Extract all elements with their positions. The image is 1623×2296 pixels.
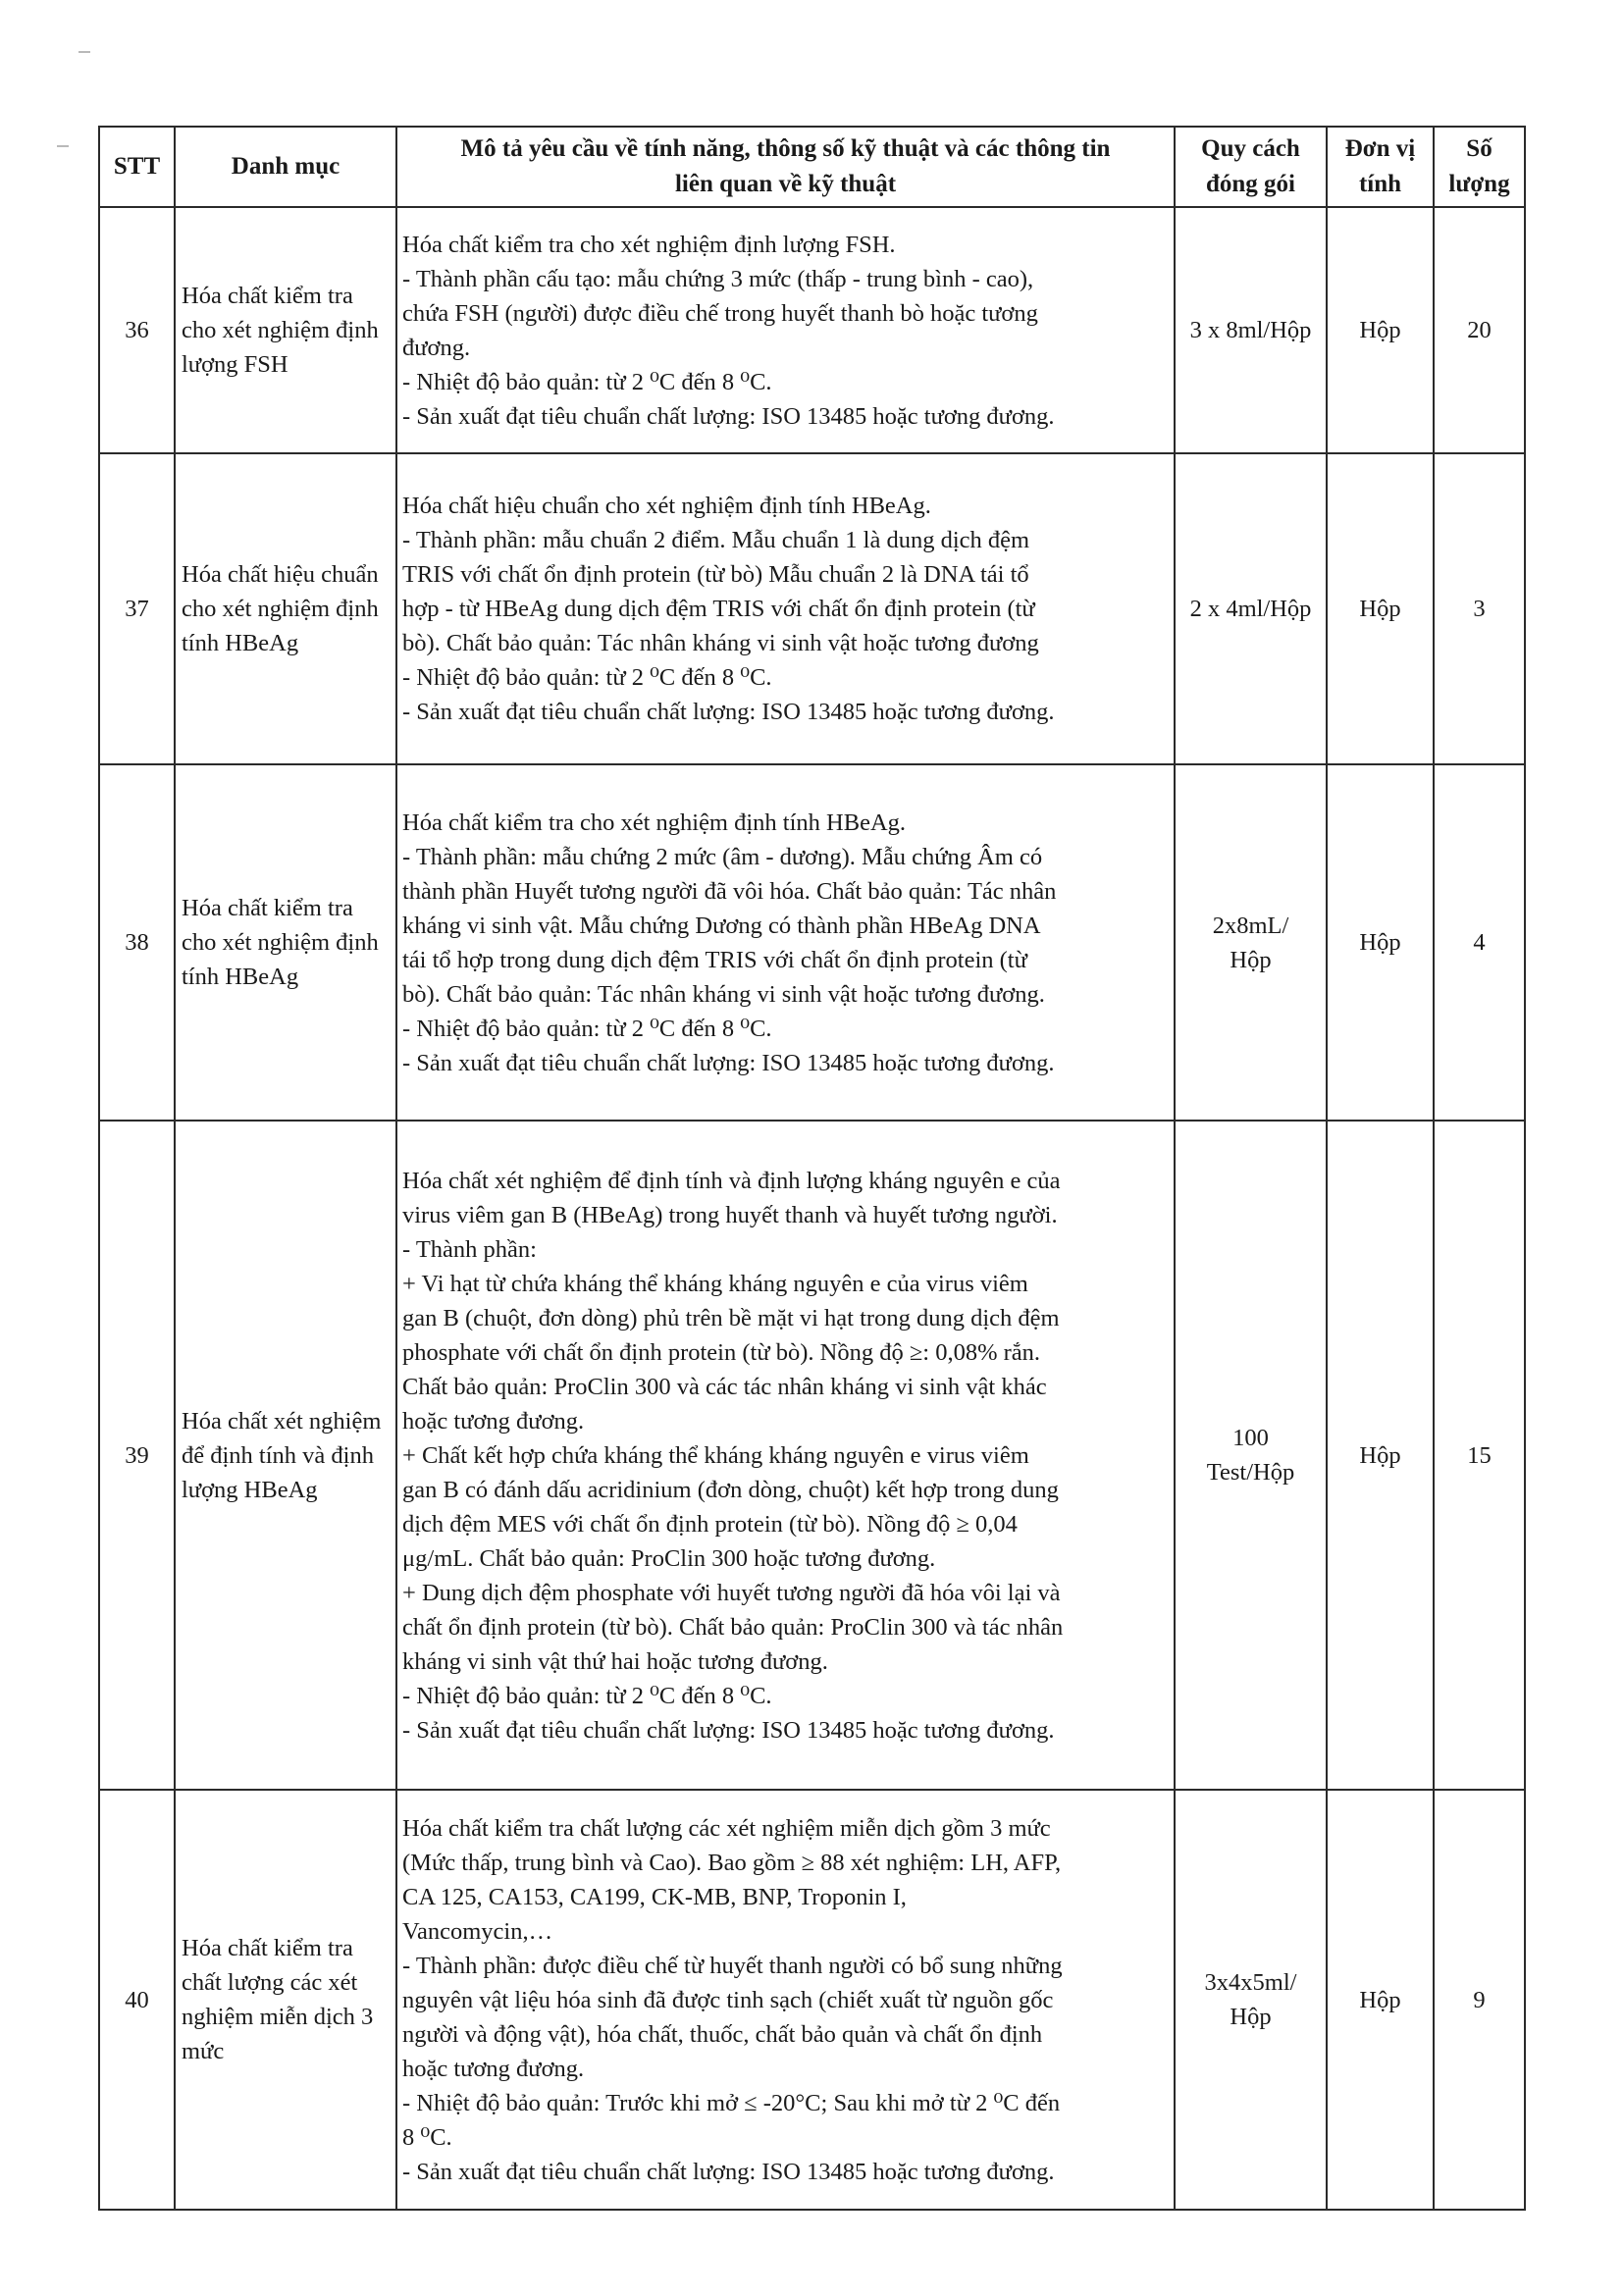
description-line: - Sản xuất đạt tiêu chuẩn chất lượng: ISO 13485 hoặc tương đương. (402, 402, 1055, 430)
table-row (99, 453, 1525, 764)
packaging-line: 3 x 8ml/Hộp (1189, 317, 1312, 343)
category-cell: Hóa chất hiệu chuẩn cho xét nghiệm định tính HBeAg (175, 453, 396, 764)
description-line: người và động vật), hóa chất, thuốc, chất bảo quản và chất ổn định (402, 2020, 1043, 2048)
quantity-cell: 9 (1434, 1790, 1525, 2210)
description-line: chất ổn định protein (từ bò). Chất bảo quản: ProClin 300 và tác nhân (402, 1613, 1064, 1641)
header-stt: STT (99, 127, 175, 207)
description-line: - Thành phần cấu tạo: mẫu chứng 3 mức (thấp - trung bình - cao), (402, 265, 1034, 292)
table-row (99, 764, 1525, 1121)
description-line: CA 125, CA153, CA199, CK-MB, BNP, Troponin I, (402, 1883, 907, 1910)
packaging-line: Hộp (1230, 946, 1272, 973)
description-cell (396, 1790, 1175, 2210)
description-cell (396, 207, 1175, 453)
specification-table (98, 126, 1526, 2211)
description-line: TRIS với chất ổn định protein (từ bò) Mẫu chuẩn 2 là DNA tái tổ (402, 561, 1029, 588)
description-line: Chất bảo quản: ProClin 300 và các tác nhân kháng vi sinh vật khác (402, 1373, 1047, 1400)
description-line: Hóa chất hiệu chuẩn cho xét nghiệm định tính HBeAg. (402, 493, 931, 519)
packaging-cell (1175, 207, 1327, 453)
packaging-line: Hộp (1230, 2004, 1272, 2030)
quantity-cell: 15 (1434, 1121, 1525, 1790)
unit-cell: Hộp (1327, 453, 1434, 764)
description-line: nguyên vật liệu hóa sinh đã được tinh sạch (chiết xuất từ nguồn gốc (402, 1986, 1054, 2013)
table-row (99, 1121, 1525, 1790)
description-line: - Nhiệt độ bảo quản: từ 2 ⁰C đến 8 ⁰C. (402, 664, 772, 691)
category-cell: Hóa chất xét nghiệm để định tính và định lượng HBeAg (175, 1121, 396, 1790)
packaging-cell (1175, 1790, 1327, 2210)
quantity-cell: 20 (1434, 207, 1525, 453)
description-cell (396, 764, 1175, 1121)
description-line: 8 ⁰C. (402, 2123, 452, 2151)
description-line: Hóa chất kiểm tra chất lượng các xét nghiệm miễn dịch gồm 3 mức (402, 1814, 1051, 1842)
unit-cell: Hộp (1327, 1790, 1434, 2210)
table-row (99, 1790, 1525, 2210)
packaging-line: 3x4x5ml/ (1204, 1969, 1297, 1996)
row-number: 38 (99, 764, 175, 1121)
quantity-cell: 4 (1434, 764, 1525, 1121)
packaging-line: 100 (1232, 1425, 1269, 1451)
table-row (99, 207, 1525, 453)
row-number: 37 (99, 453, 175, 764)
header-description: Mô tả yêu cầu về tính năng, thông số kỹ thuật và các thông tin liên quan về kỹ thuật (396, 127, 1175, 207)
packaging-line: 2 x 4ml/Hộp (1189, 596, 1312, 622)
description-line: thành phần Huyết tương người đã vôi hóa. Chất bảo quản: Tác nhân (402, 877, 1057, 905)
description-line: + Vi hạt từ chứa kháng thể kháng kháng nguyên e của virus viêm (402, 1270, 1028, 1297)
row-number: 40 (99, 1790, 175, 2210)
packaging-line: Test/Hộp (1206, 1459, 1295, 1486)
description-line: (Mức thấp, trung bình và Cao). Bao gồm ≥ 88 xét nghiệm: LH, AFP, (402, 1849, 1062, 1876)
packaging-cell (1175, 764, 1327, 1121)
category-cell: Hóa chất kiểm tra chất lượng các xét nghiệm miễn dịch 3 mức (175, 1790, 396, 2210)
description-line: + Dung dịch đệm phosphate với huyết tương người đã hóa vôi lại và (402, 1579, 1061, 1606)
description-line: - Nhiệt độ bảo quản: từ 2 ⁰C đến 8 ⁰C. (402, 1015, 772, 1042)
description-line: Hóa chất kiểm tra cho xét nghiệm định lượng FSH. (402, 231, 896, 258)
packaging-cell (1175, 1121, 1327, 1790)
category-cell: Hóa chất kiểm tra cho xét nghiệm định tính HBeAg (175, 764, 396, 1121)
description-line: Hóa chất kiểm tra cho xét nghiệm định tính HBeAg. (402, 809, 907, 836)
packaging-cell (1175, 453, 1327, 764)
description-line: - Sản xuất đạt tiêu chuẩn chất lượng: ISO 13485 hoặc tương đương. (402, 2158, 1055, 2185)
description-line: - Nhiệt độ bảo quản: từ 2 ⁰C đến 8 ⁰C. (402, 368, 772, 395)
description-line: - Sản xuất đạt tiêu chuẩn chất lượng: ISO 13485 hoặc tương đương. (402, 1716, 1055, 1744)
description-cell (396, 1121, 1175, 1790)
description-line: hợp - từ HBeAg dung dịch đệm TRIS với chất ổn định protein (từ (402, 596, 1035, 622)
header-quantity: Số lượng (1434, 127, 1525, 207)
description-line: μg/mL. Chất bảo quản: ProClin 300 hoặc tương đương. (402, 1544, 936, 1572)
description-line: - Sản xuất đạt tiêu chuẩn chất lượng: ISO 13485 hoặc tương đương. (402, 699, 1055, 725)
description-line: - Thành phần: mẫu chứng 2 mức (âm - dương). Mẫu chứng Âm có (402, 843, 1043, 870)
description-line: - Thành phần: mẫu chuẩn 2 điểm. Mẫu chuẩn 1 là dung dịch đệm (402, 527, 1030, 553)
description-line: gan B có đánh dấu acridinium (đơn dòng, chuột) kết hợp trong dung (402, 1476, 1059, 1503)
unit-cell: Hộp (1327, 1121, 1434, 1790)
description-line: tái tổ hợp trong dung dịch đệm TRIS với chất ổn định protein (từ (402, 946, 1027, 973)
table-header-row (99, 127, 1525, 207)
description-line: - Thành phần: được điều chế từ huyết thanh người có bổ sung những (402, 1952, 1063, 1979)
description-line: hoặc tương đương. (402, 2055, 585, 2082)
description-line: virus viêm gan B (HBeAg) trong huyết thanh và huyết tương người. (402, 1201, 1058, 1228)
category-cell: Hóa chất kiểm tra cho xét nghiệm định lượng FSH (175, 207, 396, 453)
unit-cell: Hộp (1327, 764, 1434, 1121)
packaging-line: 2x8mL/ (1212, 912, 1289, 939)
row-number: 36 (99, 207, 175, 453)
scan-mark (79, 51, 90, 53)
description-line: Vancomycin,… (402, 1917, 553, 1945)
description-line: dịch đệm MES với chất ổn định protein (từ bò). Nồng độ ≥ 0,04 (402, 1510, 1018, 1538)
description-line: + Chất kết hợp chứa kháng thể kháng kháng nguyên e virus viêm (402, 1441, 1029, 1469)
scan-mark (57, 145, 69, 147)
description-line: phosphate với chất ổn định protein (từ bò). Nồng độ ≥: 0,08% rắn. (402, 1338, 1041, 1366)
description-line: - Sản xuất đạt tiêu chuẩn chất lượng: ISO 13485 hoặc tương đương. (402, 1049, 1055, 1076)
description-line: kháng vi sinh vật. Mẫu chứng Dương có thành phần HBeAg DNA (402, 912, 1041, 939)
description-line: gan B (chuột, đơn dòng) phủ trên bề mặt vi hạt trong dung dịch đệm (402, 1304, 1060, 1331)
header-packaging: Quy cách đóng gói (1175, 127, 1327, 207)
header-unit: Đơn vị tính (1327, 127, 1434, 207)
description-line: chứa FSH (người) được điều chế trong huyết thanh bò hoặc tương (402, 299, 1038, 327)
description-line: đương. (402, 334, 471, 361)
row-number: 39 (99, 1121, 175, 1790)
quantity-cell: 3 (1434, 453, 1525, 764)
unit-cell: Hộp (1327, 207, 1434, 453)
description-line: bò). Chất bảo quản: Tác nhân kháng vi sinh vật hoặc tương đương (402, 630, 1039, 656)
description-cell (396, 453, 1175, 764)
description-line: hoặc tương đương. (402, 1407, 585, 1435)
description-line: - Nhiệt độ bảo quản: Trước khi mở ≤ -20°C; Sau khi mở từ 2 ⁰C đến (402, 2089, 1061, 2116)
description-line: - Thành phần: (402, 1235, 537, 1263)
description-line: bò). Chất bảo quản: Tác nhân kháng vi sinh vật hoặc tương đương. (402, 980, 1045, 1008)
description-line: kháng vi sinh vật thứ hai hoặc tương đương. (402, 1647, 828, 1675)
header-category: Danh mục (175, 127, 396, 207)
description-line: Hóa chất xét nghiệm để định tính và định lượng kháng nguyên e của (402, 1167, 1061, 1194)
description-line: - Nhiệt độ bảo quản: từ 2 ⁰C đến 8 ⁰C. (402, 1682, 772, 1709)
